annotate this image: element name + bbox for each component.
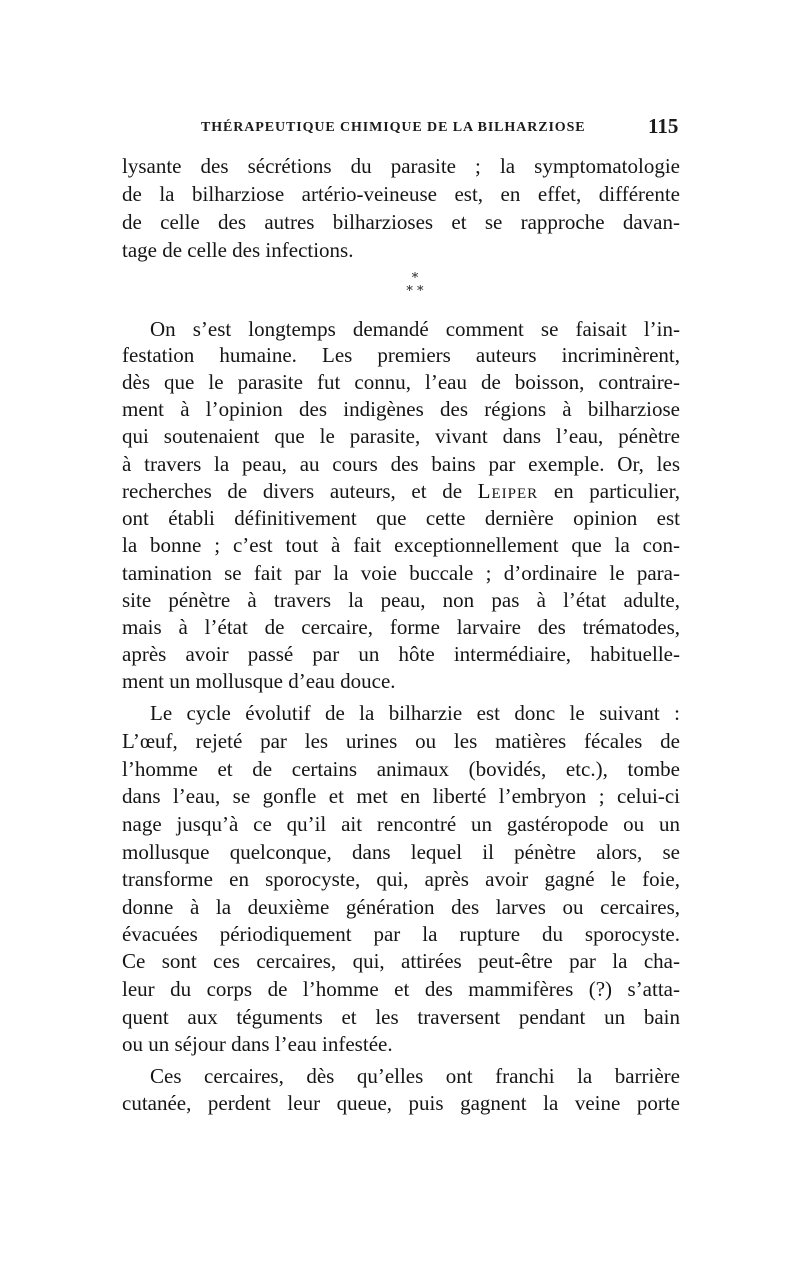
text-line: dans l’eau, se gonfle et met en liberté l’embryon ; celui-ci xyxy=(122,784,680,808)
text-line: Ce sont ces cercaires, qui, attirées peut-être par la cha- xyxy=(122,949,680,973)
text-line: mollusque quelconque, dans lequel il pénètre alors, se xyxy=(122,840,680,864)
page-number: 115 xyxy=(648,114,679,138)
text-line: transforme en sporocyste, qui, après avoir gagné le foie, xyxy=(122,867,680,891)
text-line: donne à la deuxième génération des larves ou cercaires, xyxy=(122,895,680,919)
text-line: qui soutenaient que le parasite, vivant dans l’eau, pénètre xyxy=(122,424,680,448)
author-name: Leiper xyxy=(477,479,539,503)
text-line: l’homme et de certains animaux (bovidés, etc.), tombe xyxy=(122,757,680,781)
text-line: la bonne ; c’est tout à fait exceptionnellement que la con- xyxy=(122,533,680,557)
text-line: ont établi définitivement que cette dernière opinion est xyxy=(122,506,680,530)
text-line: leur du corps de l’homme et des mammifères (?) s’atta- xyxy=(122,977,680,1001)
text-line: à travers la peau, au cours des bains par exemple. Or, les xyxy=(122,452,680,476)
text-line: ment à l’opinion des indigènes des régions à bilharziose xyxy=(122,397,680,421)
text-line: cutanée, perdent leur queue, puis gagnent la veine porte xyxy=(122,1091,680,1115)
text-line: quent aux téguments et les traversent pendant un bain xyxy=(122,1005,680,1029)
text-line: tamination se fait par la voie buccale ; d’ordinaire le para- xyxy=(122,561,680,585)
text-line: On s’est longtemps demandé comment se faisait l’in- xyxy=(150,317,680,341)
text-line: dès que le parasite fut connu, l’eau de boisson, contraire- xyxy=(122,370,680,394)
text-line: Le cycle évolutif de la bilharzie est donc le suivant : xyxy=(150,701,680,725)
text-line: site pénètre à travers la peau, non pas à l’état adulte, xyxy=(122,588,680,612)
text-line: ment un mollusque d’eau douce. xyxy=(122,669,396,693)
asterism-bottom: * * xyxy=(406,284,424,299)
text-line: lysante des sécrétions du parasite ; la symptomatologie xyxy=(122,154,680,178)
text-line: évacuées périodiquement par la rupture du sporocyste. xyxy=(122,922,680,946)
text-line: festation humaine. Les premiers auteurs incriminèrent, xyxy=(122,343,680,367)
text-line: tage de celle des infections. xyxy=(122,238,354,262)
asterism-ornament xyxy=(390,272,440,308)
text-line: Ces cercaires, dès qu’elles ont franchi la barrière xyxy=(150,1064,680,1088)
text-line: mais à l’état de cercaire, forme larvaire des trématodes, xyxy=(122,615,680,639)
text-line: après avoir passé par un hôte intermédiaire, habituelle- xyxy=(122,642,680,666)
asterism-top: * xyxy=(411,271,419,286)
running-head: THÉRAPEUTIQUE CHIMIQUE DE LA BILHARZIOSE xyxy=(201,120,586,135)
text-line: ou un séjour dans l’eau infestée. xyxy=(122,1032,393,1056)
text-line: L’œuf, rejeté par les urines ou les matières fécales de xyxy=(122,729,680,753)
text-line: nage jusqu’à ce qu’il ait rencontré un gastéropode ou un xyxy=(122,812,680,836)
text-line: de la bilharziose artério-veineuse est, en effet, différente xyxy=(122,182,680,206)
text-line: recherches de divers auteurs, et de Leiper en particulier, xyxy=(122,479,680,503)
text-line: de celle des autres bilharzioses et se rapproche davan- xyxy=(122,210,680,234)
